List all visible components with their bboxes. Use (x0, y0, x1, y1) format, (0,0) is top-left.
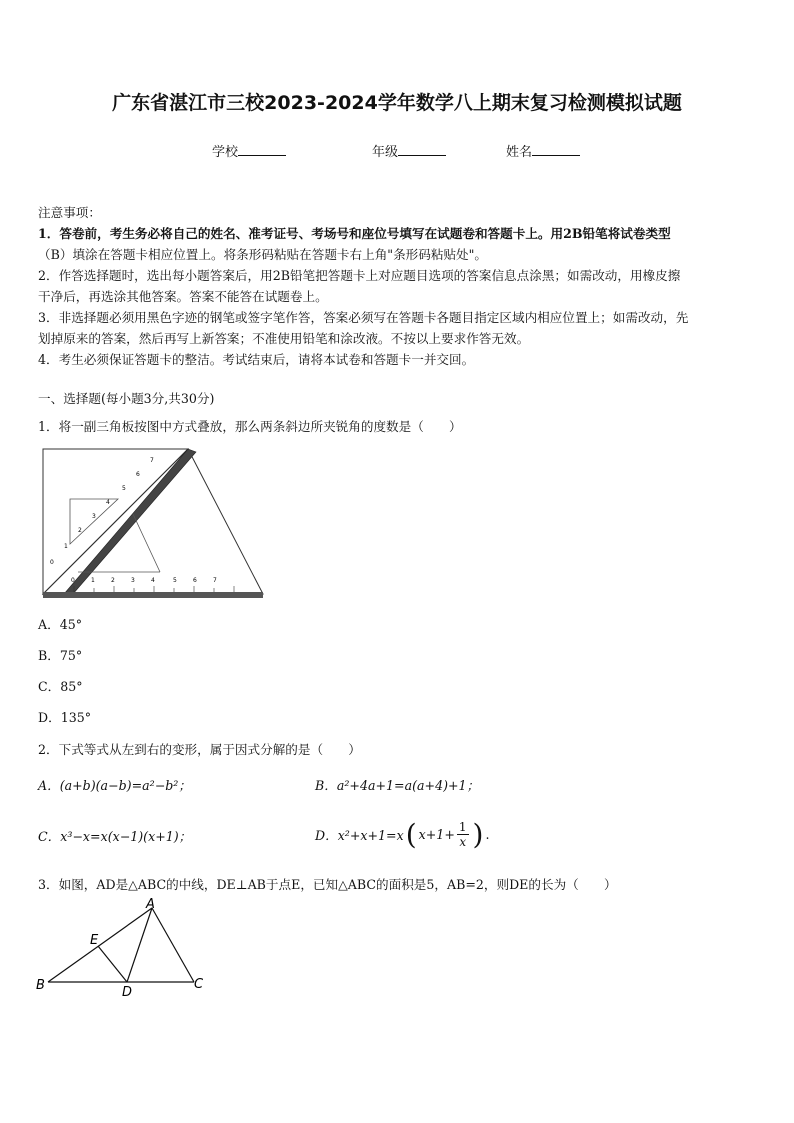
section-heading: 一、选择题(每小题3分,共30分) (38, 391, 215, 406)
notice-line: 2．作答选择题时，选出每小题答案后，用2B铅笔把答题卡上对应题目选项的答案信息点涂黑；如需改动，用橡皮擦 (38, 268, 681, 283)
vertex-d: D (122, 985, 133, 1000)
diag-label: 7 (150, 457, 154, 464)
diag-label: 2 (78, 527, 82, 534)
base-label: 0 (71, 577, 75, 584)
school-field: 学校 (212, 141, 286, 160)
diag-label: 5 (122, 485, 126, 492)
set-squares-figure (38, 444, 266, 602)
base-label: 2 (111, 577, 115, 584)
base-label: 4 (151, 577, 155, 584)
notice-heading: 注意事项： (38, 205, 101, 220)
vertex-a: A (146, 897, 155, 912)
fraction: $\frac{1}{x}$ (458, 819, 467, 849)
page-title: 广东省湛江市三校2023-2024学年数学八上期末复习检测模拟试题 (112, 92, 682, 114)
q2-option-a: A．(a+b)(a−b)=a²−b²； (38, 778, 191, 793)
notice-line: （B）填涂在答题卡相应位置上。将条形码粘贴在答题卡右上角"条形码粘贴处"。 (38, 247, 488, 262)
q1-option-b: B．75° (38, 648, 83, 663)
notice-line: 划掉原来的答案，然后再写上新答案；不准使用铅笔和涂改液。不按以上要求作答无效。 (38, 331, 530, 346)
base-label: 6 (193, 577, 197, 584)
baseline-ticks (74, 586, 234, 592)
notice-line: 1．答卷前，考生务必将自己的姓名、准考证号、考场号和座位号填写在试题卷和答题卡上。用2B铅笔将试卷类型 (38, 226, 671, 241)
base-label: 7 (213, 577, 217, 584)
notice-line: 干净后，再选涂其他答案。答案不能答在试题卷上。 (38, 289, 328, 304)
vertex-b: B (36, 978, 45, 993)
q1-option-d: D．135° (38, 710, 92, 725)
diag-label: 3 (92, 513, 96, 520)
diag-label: 0 (50, 559, 54, 566)
diag-label: 4 (106, 499, 110, 506)
q1-option-a: A．45° (38, 617, 83, 632)
q2-option-d: D．x²+x+1=x ( x+1+ $\frac{1}{x}$ ) . (315, 817, 490, 851)
vertex-c: C (194, 977, 204, 992)
diag-label: 1 (64, 543, 68, 550)
question-2-stem: 2．下式等式从左到右的变形，属于因式分解的是（ ） (38, 742, 361, 757)
grade-field: 年级 (372, 141, 446, 160)
notice-line: 3．非选择题必须用黑色字迹的钢笔或签字笔作答，答案必须写在答题卡各题目指定区域内相应位置上；如需改动，先 (38, 310, 689, 325)
base-label: 5 (173, 577, 177, 584)
question-1-stem: 1．将一副三角板按图中方式叠放，那么两条斜边所夹锐角的度数是（ ） (38, 419, 462, 434)
q2-option-b: B．a²+4a+1=a(a+4)+1； (315, 778, 480, 793)
diag-label: 6 (136, 471, 140, 478)
vertex-e: E (90, 933, 99, 948)
notice-line: 4．考生必须保证答题卡的整洁。考试结束后，请将本试卷和答题卡一并交回。 (38, 352, 475, 367)
q2-option-c: C．x³−x=x(x−1)(x+1)； (38, 829, 192, 844)
base-label: 3 (131, 577, 135, 584)
name-field: 姓名 (506, 141, 580, 160)
question-3-stem: 3．如图，AD是△ABC的中线，DE⊥AB于点E，已知△ABC的面积是5，AB=2，则DE的长为（ ） (38, 877, 617, 892)
q1-option-c: C．85° (38, 679, 83, 694)
base-label: 1 (91, 577, 95, 584)
triangle-abc-figure (34, 896, 214, 1000)
